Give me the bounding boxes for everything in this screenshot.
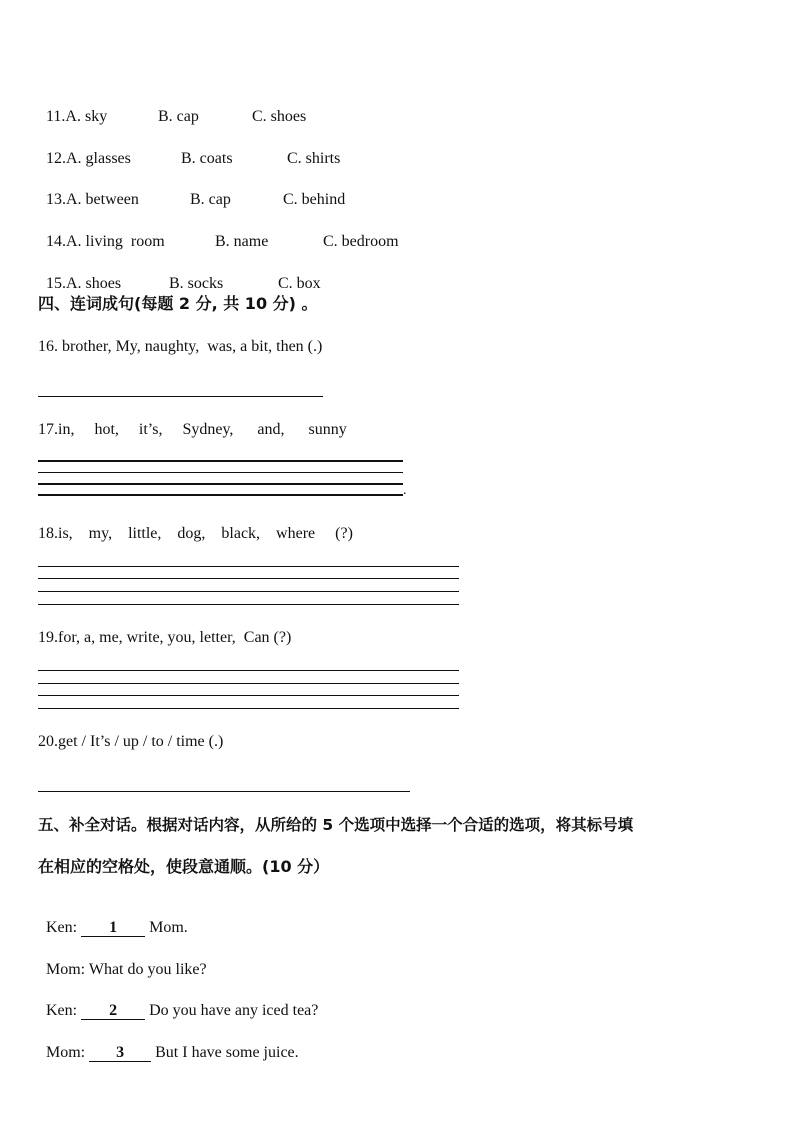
section-4-heading: 四、连词成句(每题 2 分, 共 10 分) 。 (38, 294, 318, 313)
question-20: 20.get / It’s / up / to / time (.) (38, 733, 224, 750)
choice-row-12 (38, 129, 341, 169)
question-16: 16. brother, My, naughty, was, a bit, then (.) (38, 338, 323, 355)
question-17: 17.in, hot, it’s, Sydney, and, sunny (38, 421, 347, 438)
choice-row-13 (38, 170, 346, 210)
answer-blank[interactable]: 3 (89, 1045, 151, 1062)
option-c: C. bedroom (323, 233, 399, 250)
option-a: A. sky (65, 108, 108, 125)
speaker: Ken: (46, 1002, 78, 1019)
answer-line (38, 494, 403, 496)
answer-line (38, 578, 459, 579)
answer-line (38, 670, 459, 671)
dialogue-text: Do you have any iced tea? (149, 1002, 319, 1019)
answer-line (38, 591, 459, 592)
option-b: B. cap (190, 191, 231, 208)
choice-row-14 (38, 212, 399, 252)
option-c: C. shirts (287, 150, 341, 167)
question-number: 15. (46, 275, 66, 292)
question-number: 12. (46, 150, 66, 167)
sentence-period: . (403, 483, 407, 498)
answer-line (38, 683, 459, 684)
answer-blank[interactable]: 1 (81, 920, 145, 937)
answer-line (38, 472, 403, 473)
speaker: Mom: (46, 961, 86, 978)
dialogue-line-4 (38, 1023, 299, 1063)
choice-row-15 (38, 254, 321, 294)
dialogue-text: What do you like? (88, 961, 207, 978)
speaker: Mom: (46, 1044, 86, 1061)
question-number: 11. (46, 108, 66, 125)
answer-line (38, 566, 459, 567)
choice-row-11 (38, 87, 307, 127)
option-b: B. coats (181, 150, 233, 167)
dialogue-line-3 (38, 981, 318, 1021)
answer-line (38, 604, 459, 605)
answer-line (38, 483, 403, 485)
answer-line (38, 708, 459, 709)
question-18: 18.is, my, little, dog, black, where (?) (38, 525, 353, 542)
answer-line (38, 460, 403, 462)
option-a: A. between (66, 191, 139, 208)
option-b: B. cap (158, 108, 199, 125)
section-5-heading-line1: 五、补全对话。根据对话内容，从所给的 5 个选项中选择一个合适的选项，将其标号填 (38, 816, 634, 834)
question-number: 13. (46, 191, 66, 208)
option-a: A. shoes (66, 275, 122, 292)
option-b: B. name (215, 233, 269, 250)
speaker: Ken: (46, 919, 78, 936)
answer-blank[interactable]: 2 (81, 1003, 145, 1020)
option-b: B. socks (169, 275, 224, 292)
question-19: 19.for, a, me, write, you, letter, Can (?) (38, 629, 292, 646)
option-a: A. living room (66, 233, 165, 250)
option-a: A. glasses (66, 150, 131, 167)
answer-line (38, 791, 410, 792)
dialogue-line-2 (38, 940, 207, 980)
answer-line (38, 396, 323, 397)
section-5-heading-line2: 在相应的空格处，使段意通顺。(10 分） (38, 857, 330, 876)
dialogue-line-1 (38, 898, 188, 938)
dialogue-text: Mom. (149, 919, 188, 936)
dialogue-text: But I have some juice. (155, 1044, 299, 1061)
option-c: C. box (278, 275, 321, 292)
option-c: C. shoes (252, 108, 307, 125)
question-number: 14. (46, 233, 66, 250)
option-c: C. behind (283, 191, 346, 208)
answer-line (38, 695, 459, 696)
